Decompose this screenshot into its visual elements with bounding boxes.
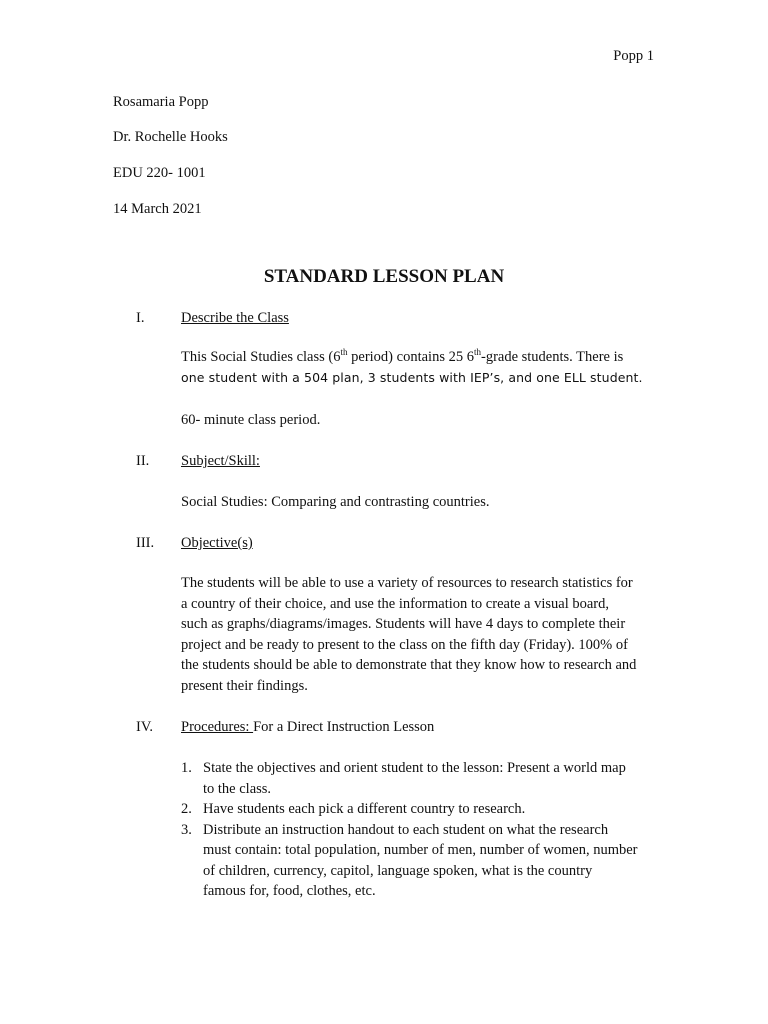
class-description-line: one student with a 504 plan, 3 students with IEP’s, and one ELL student. [181, 369, 643, 385]
list-item: 1. State the objectives and orient student to the lesson: Present a world map to the class. [181, 760, 626, 797]
document-date: 14 March 2021 [113, 201, 202, 217]
section-title-objectives: Objective(s) [181, 535, 253, 551]
section-title-subject-skill: Subject/Skill: [181, 453, 260, 469]
objectives-line: present their findings. [181, 677, 308, 694]
objectives-line: the students should be able to demonstrate that they know how to research and [181, 657, 637, 673]
instructor-name: Dr. Rochelle Hooks [113, 129, 228, 145]
student-name: Rosamaria Popp [113, 94, 209, 110]
class-period-note: 60- minute class period. [181, 412, 321, 428]
class-description-line: This Social Studies class (6th period) contains 25 6th-grade students. There is [181, 347, 624, 365]
page-header: Popp 1 [613, 48, 654, 64]
objectives-line: such as graphs/diagrams/images. Students will have 4 days to complete their [181, 616, 626, 632]
procedures-list [181, 758, 661, 902]
section-title-describe-class: Describe the Class [181, 310, 289, 326]
class-description [181, 347, 661, 388]
document-title: STANDARD LESSON PLAN [263, 266, 505, 287]
section-number: II. [136, 453, 150, 469]
list-item: 2. Have students each pick a different country to research. [181, 801, 526, 817]
objectives-line: The students will be able to use a variety of resources to research statistics for [181, 575, 633, 591]
section-number: IV. [136, 719, 154, 735]
subject-description: Social Studies: Comparing and contrasting countries. [181, 494, 490, 510]
section-number: III. [136, 535, 155, 551]
section-number: I. [136, 310, 145, 326]
objectives-line: project and be ready to present to the class on the fifth day (Friday). 100% of [181, 636, 628, 653]
objectives-paragraph [181, 573, 661, 696]
course-code: EDU 220- 1001 [113, 165, 206, 181]
objectives-line: a country of their choice, and use the information to create a visual board, [181, 595, 609, 612]
section-title-procedures: Procedures: For a Direct Instruction Lesson [181, 719, 435, 735]
list-item: 3. Distribute an instruction handout to each student on what the research must contain: total population, number of men, number of women, number of children, currency, capitol, language spoken, what is the country famous for, food, clothes, etc. [181, 821, 638, 899]
